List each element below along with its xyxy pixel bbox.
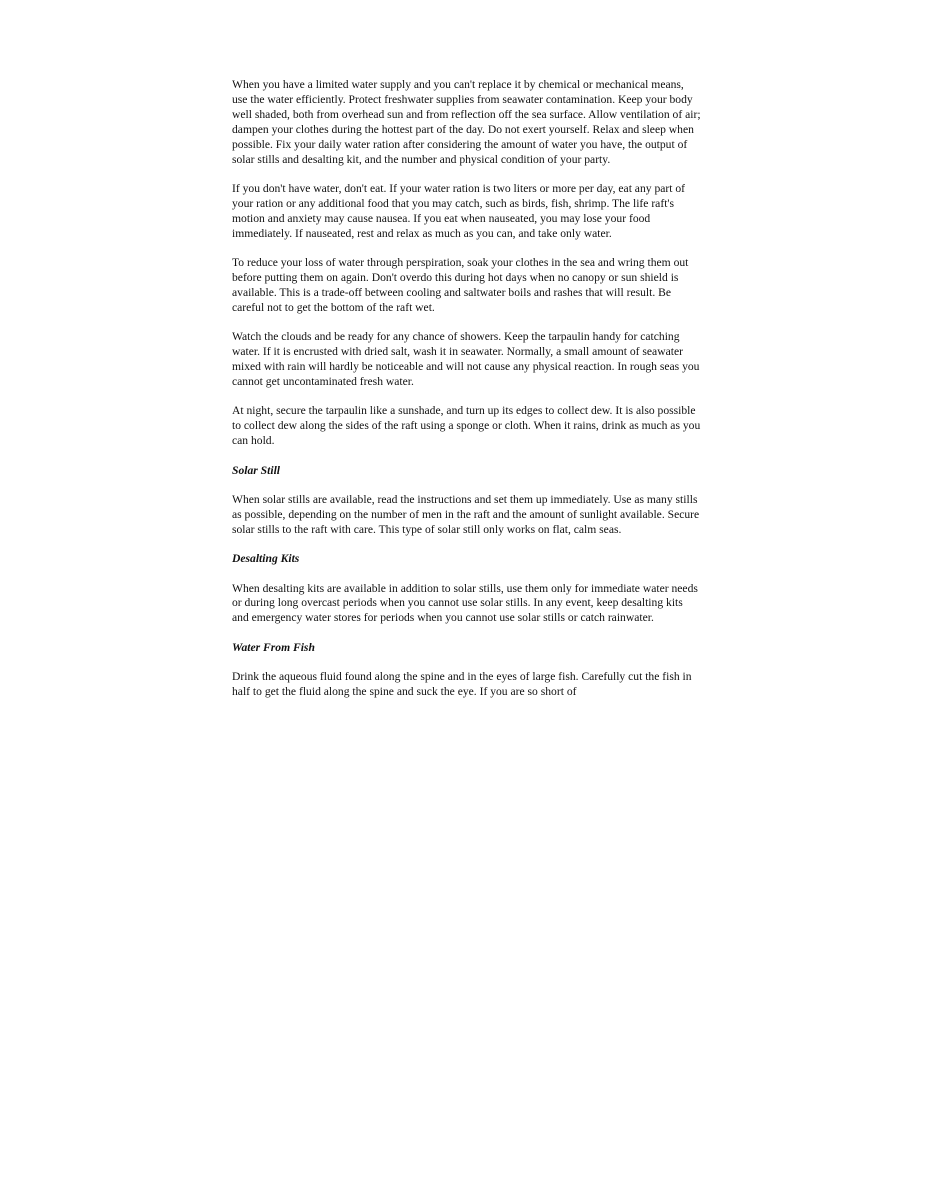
- paragraph-desalting-kits: When desalting kits are available in addition to solar stills, use them only for immediate water needs or during long overcast periods when you cannot use solar stills. In any event, keep desalting kits and emergency water stores for periods when you cannot use solar stills or catch rainwater.: [232, 581, 698, 625]
- heading-desalting-kits: Desalting Kits: [232, 552, 300, 566]
- paragraph-rain-catching: Watch the clouds and be ready for any chance of showers. Keep the tarpaulin handy for catching water. If it is encrusted with dried salt, wash it in seawater. Normally, a small amount of seawater mixed with rain will hardly be noticeable and will not cause any physical reaction. In rough seas you cannot get uncontaminated fresh water.: [232, 330, 700, 388]
- paragraph-water-efficiency: When you have a limited water supply and you can't replace it by chemical or mechanical means, use the water efficiently. Protect freshwater supplies from seawater contamination. Keep your body well shaded, both from overhead sun and from reflection off the sea surface. Allow ventilation of air; dampen your clothes during the hottest part of the day. Do not exert yourself. Relax and sleep when possible. Fix your daily water ration after considering the amount of water you have, the output of solar stills and desalting kit, and the number and physical condition of your party.: [232, 78, 701, 166]
- paragraph-solar-still: When solar stills are available, read the instructions and set them up immediately. Use as many stills as possible, depending on the number of men in the raft and the amount of sunlight available. Secure solar stills to the raft with care. This type of solar still only works on flat, calm seas.: [232, 492, 700, 536]
- paragraph-perspiration: To reduce your loss of water through perspiration, soak your clothes in the sea and wring them out before putting them on again. Don't overdo this during hot days when no canopy or sun shield is available. This is a trade-off between cooling and saltwater boils and rashes that will result. Be careful not to get the bottom of the raft wet.: [232, 256, 689, 314]
- paragraph-water-from-fish: Drink the aqueous fluid found along the spine and in the eyes of large fish. Carefully cut the fish in half to get the fluid along the spine and suck the eye. If you are so short of: [232, 670, 692, 699]
- paragraph-dew-collection: At night, secure the tarpaulin like a sunshade, and turn up its edges to collect dew. It is also possible to collect dew along the sides of the raft using a sponge or cloth. When it rains, drink as much as you can hold.: [232, 404, 701, 448]
- heading-water-from-fish: Water From Fish: [232, 640, 315, 654]
- heading-solar-still: Solar Still: [232, 463, 281, 477]
- document-body: [232, 78, 702, 715]
- paragraph-eating: If you don't have water, don't eat. If your water ration is two liters or more per day, eat any part of your ration or any additional food that you may catch, such as birds, fish, shrimp. The life raft's motion and anxiety may cause nausea. If you eat when nauseated, you may lose your food immediately. If nauseated, rest and relax as much as you can, and take only water.: [232, 181, 686, 240]
